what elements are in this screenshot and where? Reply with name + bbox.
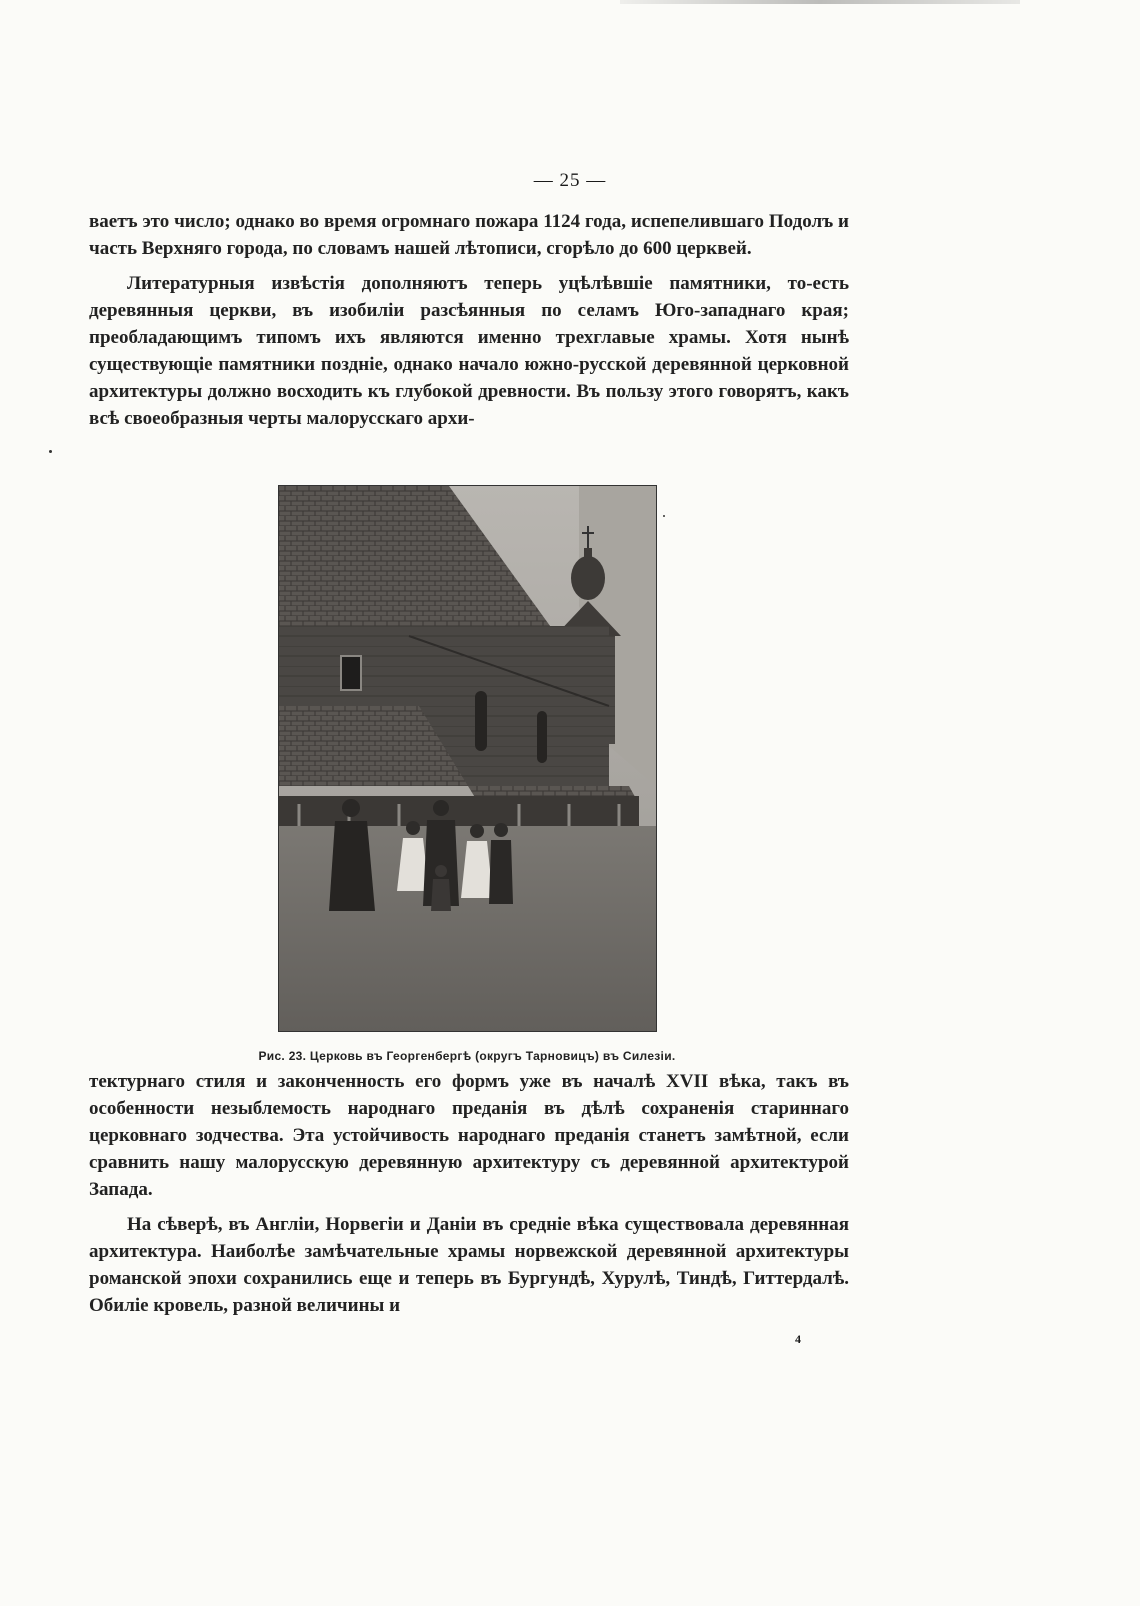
page-number: — 25 — [533,170,607,191]
paragraph: Литературныя извѣстія дополняютъ теперь уцѣлѣвшіе памятники, то-есть деревянныя церкви, въ изобиліи разсѣянныя по селамъ Юго-западнаго края; преобладающимъ типомъ ихъ являются именно трехглавые храмы. Хотя нынѣ существующіе памятники поздніе, однако начало южно-русской деревянной церковной архитектуры должно восходить къ глубокой древности. Въ пользу этого говорятъ, какъ всѣ своеобразныя черты малорусскаго архи- [89,273,849,429]
text-block-top [89,208,849,440]
window [341,656,361,690]
figure-caption: Рис. 23. Церковь въ Георгенбергѣ (округъ Тарновицъ) въ Силезіи. [258,1049,676,1063]
scan-speck [49,450,52,453]
scan-artefact [620,0,1020,4]
dome-lantern [584,548,592,560]
signature-mark: 4 [795,1332,801,1346]
paragraph: ваетъ это число; однако во время огромнаго пожара 1124 года, испепелившаго Подолъ и часть Верхняго города, по словамъ нашей лѣтописи, сгорѣло до 600 церквей. [89,211,849,259]
church-photograph [278,485,657,1032]
tower-dome [571,556,605,600]
text-block-bottom [89,1068,849,1327]
paragraph: тектурнаго стиля и законченность его формъ уже въ началѣ XVII вѣка, такъ въ особенности незыблемость народнаго преданія въ дѣлѣ сохраненія стариннаго церковнаго зодчества. Эта устойчивость народнаго преданія станетъ замѣтной, если сравнить нашу малорусскую деревянную архитектуру съ деревянной архитектурой Запада. [89,1071,849,1200]
scan-speck [663,515,665,517]
church-illustration [279,486,656,1031]
window [475,691,487,751]
window [537,711,547,763]
paragraph: На сѣверѣ, въ Англіи, Норвегіи и Даніи въ средніе вѣка существовала деревянная архитектура. Наиболѣе замѣчательные храмы норвежской деревянной архитектуры романской эпохи сохранились еще и теперь въ Бургундѣ, Хурулѣ, Тиндѣ, Гиттердалѣ. Обиліе кровель, разной величины и [89,1214,849,1316]
